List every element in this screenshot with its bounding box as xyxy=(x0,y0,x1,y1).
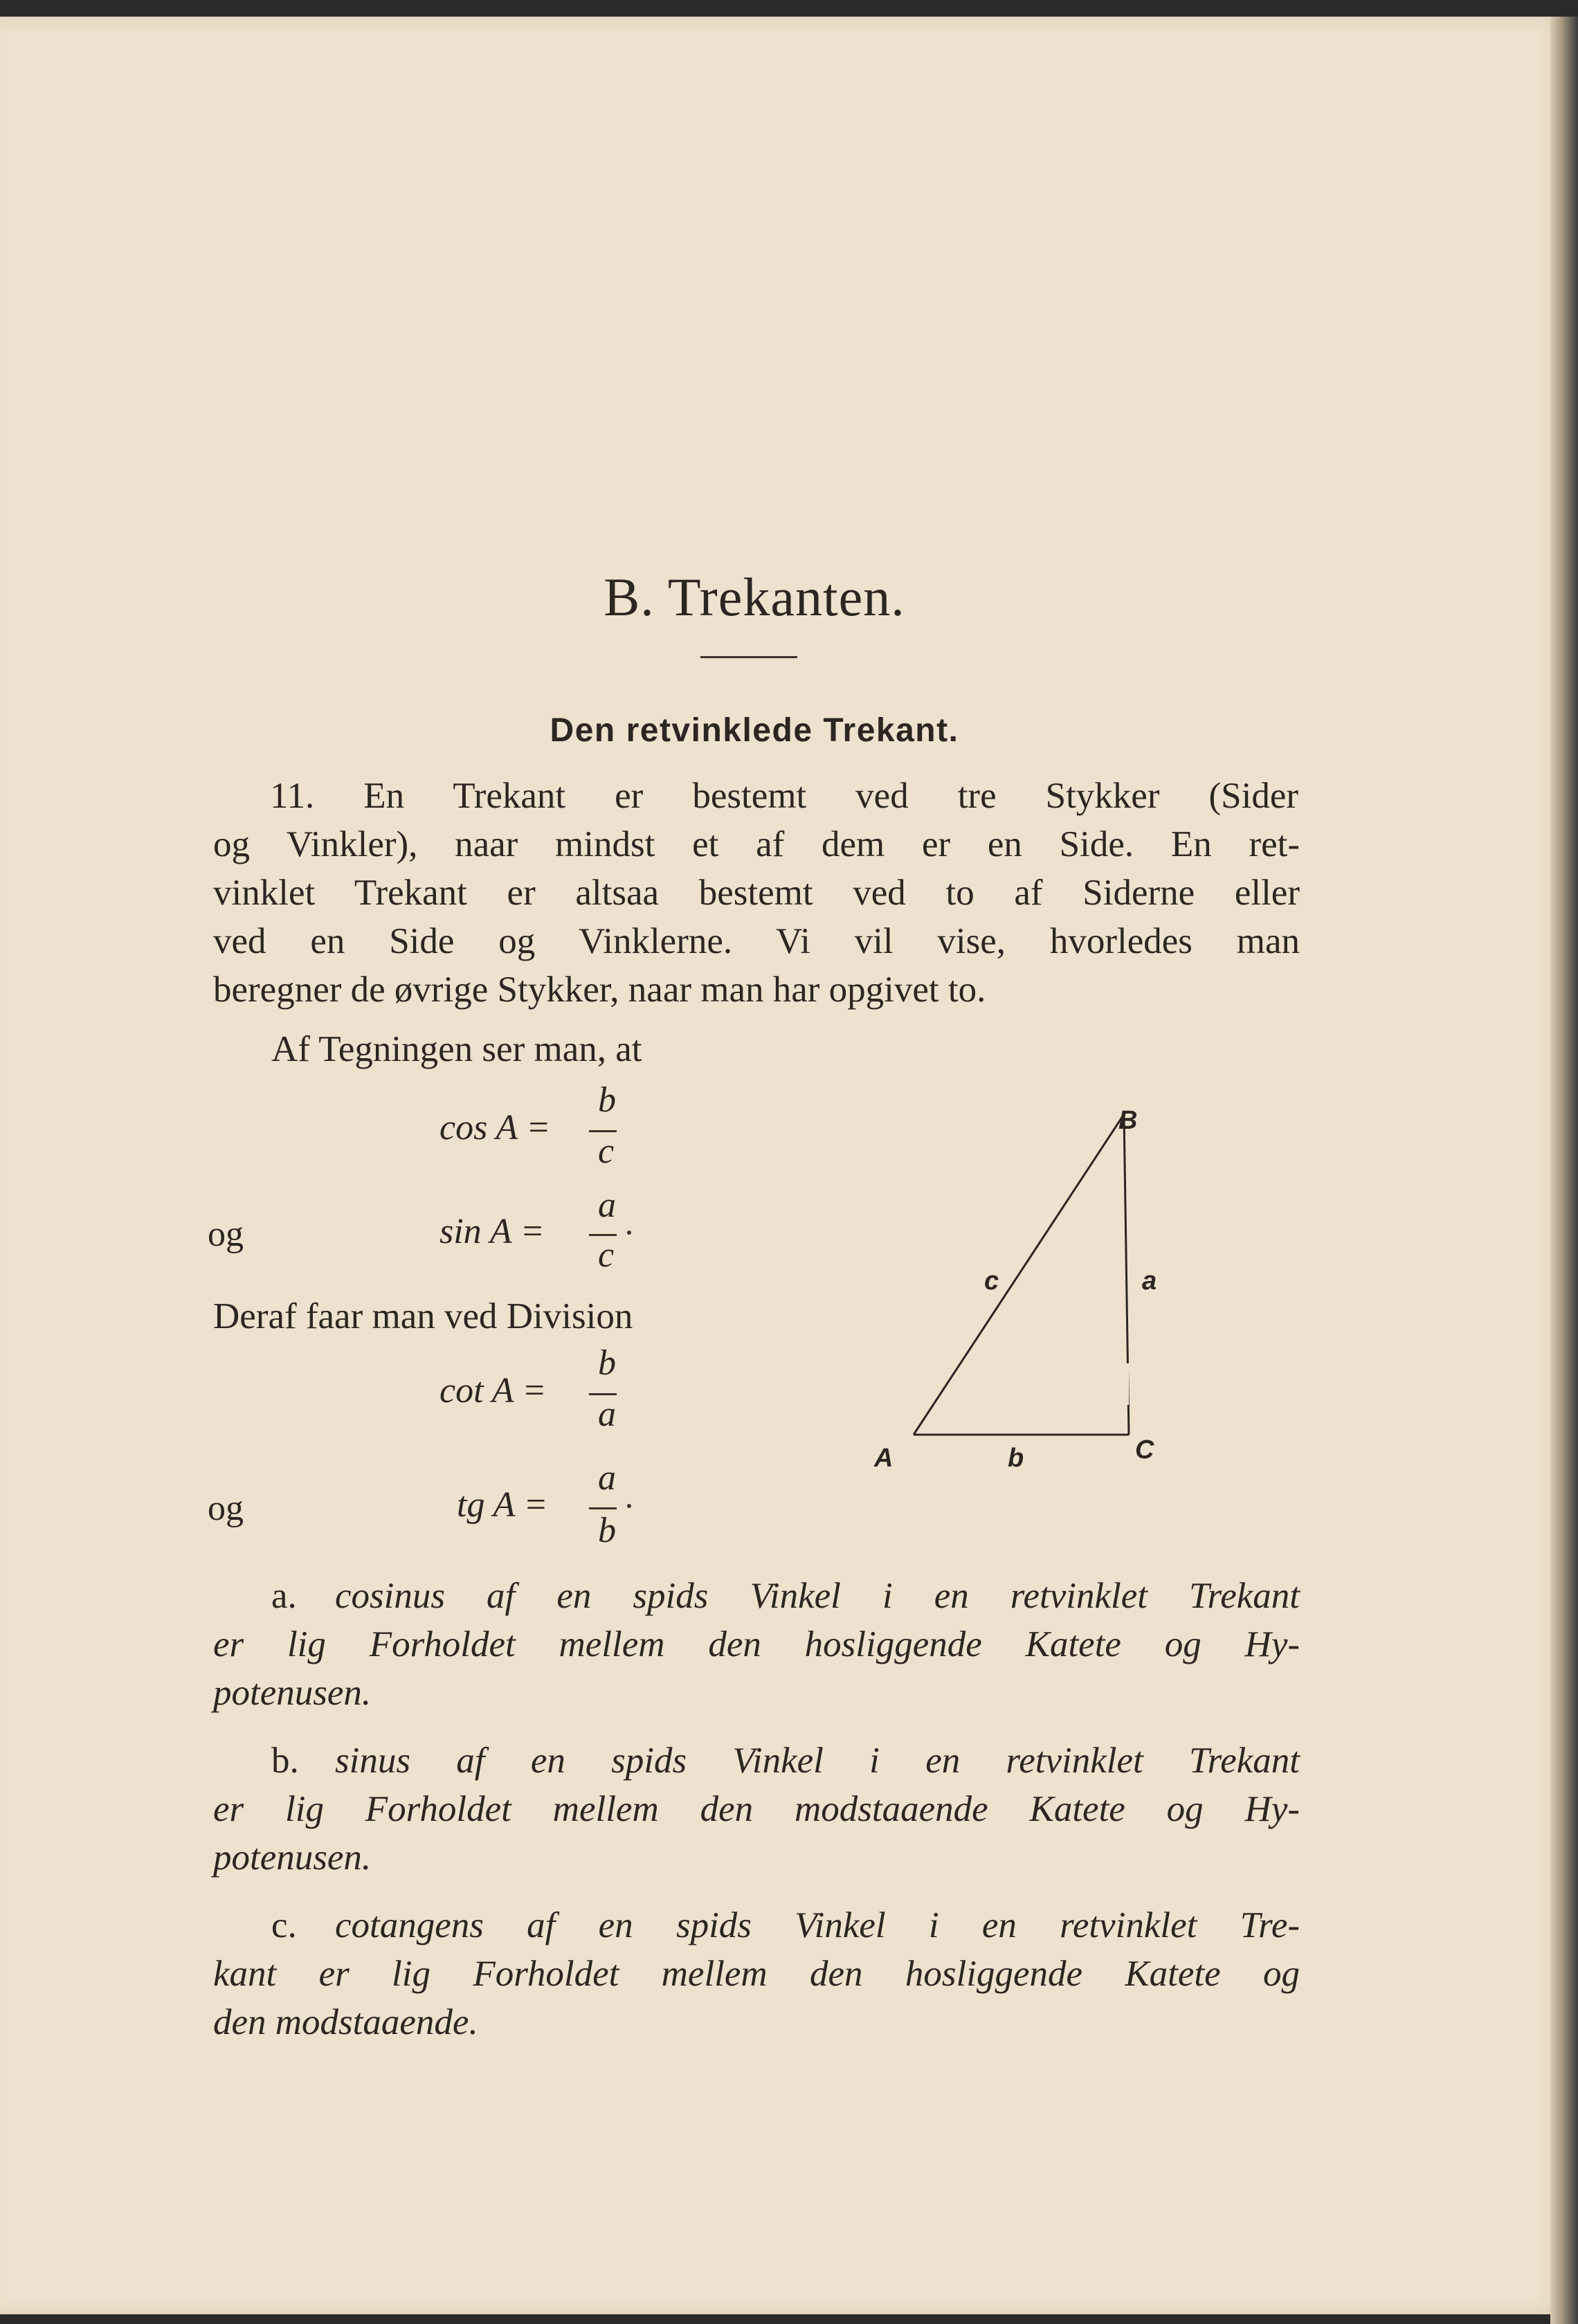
intro-line: Af Tegningen ser man, at xyxy=(271,1029,642,1069)
definition-b-marker: b. xyxy=(271,1741,299,1781)
cot-denominator: a xyxy=(598,1395,616,1434)
definition-b-line: er lig Forholdet mellem den modstaaende Katete og Hy- xyxy=(213,1789,1300,1829)
cos-denominator: c xyxy=(598,1132,615,1171)
definition-c-line: kant er lig Forholdet mellem den hosliggende Katete og xyxy=(213,1954,1300,1994)
sin-formula-lhs: sin A = xyxy=(439,1212,545,1251)
side-label-b: b xyxy=(1008,1444,1024,1473)
definition-b-line: potenusen. xyxy=(213,1837,372,1878)
sin-numerator: a xyxy=(598,1186,616,1225)
definition-c-line: cotangens af en spids Vinkel i en retvinklet Tre- xyxy=(335,1905,1300,1945)
section-heading: B. Trekanten. xyxy=(604,567,905,627)
side-label-a: a xyxy=(1142,1267,1157,1296)
og-word: og xyxy=(208,1489,244,1528)
sin-denominator: c xyxy=(598,1235,615,1275)
tg-denominator: b xyxy=(598,1511,616,1550)
definition-c-marker: c. xyxy=(271,1905,297,1945)
side-label-c: c xyxy=(984,1267,999,1296)
definition-a-marker: a. xyxy=(271,1576,297,1616)
vertex-label-B: B xyxy=(1118,1106,1138,1135)
definition-b-line: sinus af en spids Vinkel i en retvinklet Trekant xyxy=(335,1741,1300,1781)
sin-period xyxy=(627,1231,631,1235)
division-line: Deraf faar man ved Division xyxy=(213,1296,633,1336)
paragraph-line: og Vinkler), naar mindst et af dem er en Side. En ret- xyxy=(213,824,1300,864)
vertex-label-A: A xyxy=(874,1444,894,1473)
tg-formula-lhs: tg A = xyxy=(457,1485,548,1525)
hypotenuse-c xyxy=(914,1114,1124,1435)
vertex-label-C: C xyxy=(1135,1435,1154,1464)
right-triangle-diagram xyxy=(858,1093,1218,1481)
definition-a-line: cosinus af en spids Vinkel i en retvinklet Trekant xyxy=(335,1576,1300,1616)
paragraph-line: beregner de øvrige Stykker, naar man har opgivet to. xyxy=(213,970,986,1010)
cot-formula-lhs: cot A = xyxy=(439,1371,547,1410)
page-edge xyxy=(1550,17,1578,2324)
definition-a-line: potenusen. xyxy=(213,1673,372,1713)
definition-c-line: den modstaaende. xyxy=(213,2002,478,2042)
subsection-heading: Den retvinklede Trekant. xyxy=(550,712,959,749)
definition-a-line: er lig Forholdet mellem den hosliggende Katete og Hy- xyxy=(213,1624,1300,1664)
paragraph-line: ved en Side og Vinklerne. Vi vil vise, hvorledes man xyxy=(213,921,1300,961)
tg-fraction-bar xyxy=(589,1507,617,1509)
tg-period xyxy=(627,1504,631,1508)
tg-numerator: a xyxy=(598,1458,616,1498)
cos-formula-lhs: cos A = xyxy=(439,1108,551,1147)
cot-numerator: b xyxy=(598,1343,616,1383)
paragraph-line: 11. En Trekant er bestemt ved tre Stykker (Sider xyxy=(270,776,1298,816)
paragraph-line: vinklet Trekant er altsaa bestemt ved to af Siderne eller xyxy=(213,873,1300,913)
heading-rule xyxy=(700,656,797,658)
cos-numerator: b xyxy=(598,1080,616,1120)
og-word: og xyxy=(208,1215,244,1254)
